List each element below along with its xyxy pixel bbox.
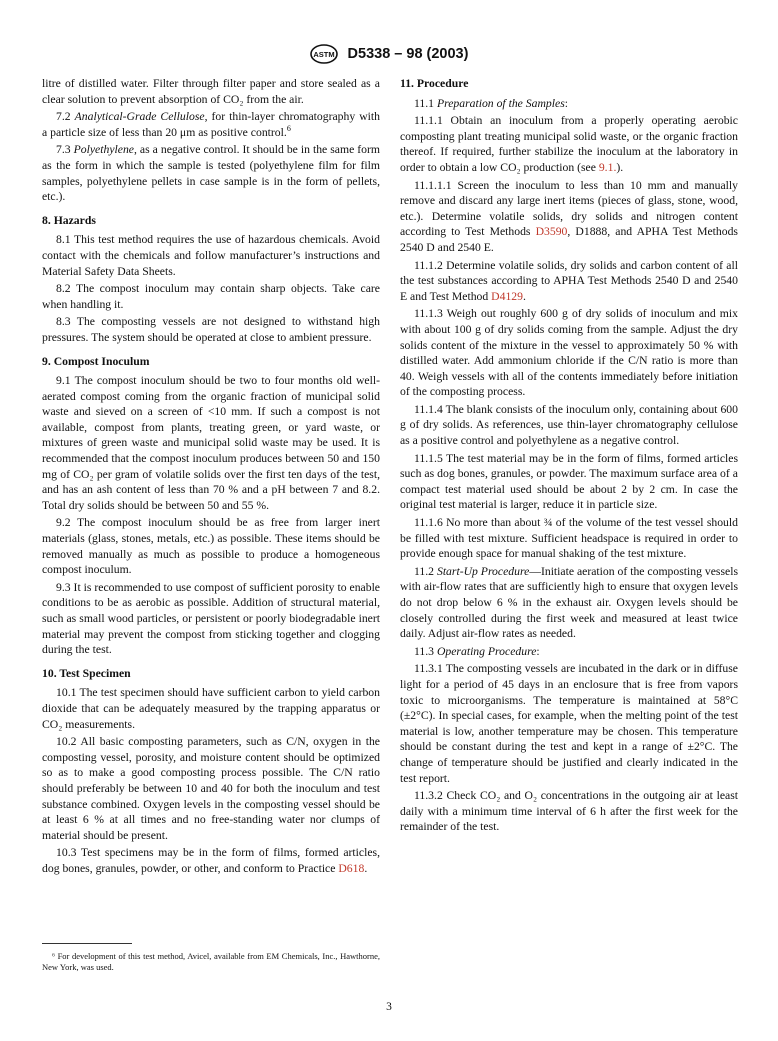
link-d3590[interactable]: D3590 [535, 225, 568, 239]
right-column [400, 76, 738, 837]
paragraph-9-3: 9.3 It is recommended to use compost of sufficient porosity to enable conditions to be as aerobic as possible. Addition of structural material, such as small wood particles, or persistent or poorly biodegradable inert material may prevent the compost from sticking together and clogging during the test. [42, 580, 380, 657]
paragraph-11-3-1: 11.3.1 The composting vessels are incubated in the dark or in diffuse light for a period of 45 days in an enclosure that is free from vapors toxic to microorganisms. The temperature is maintained at 58°C (±2°C). In special cases, for example, when the melting point of the test material is low, another temperature may be chosen. This temperature should be constant during the test and kept in a range of ±2°C. The change of temperature should be justified and clearly indicated in the test report. [400, 662, 738, 785]
footnote-divider [42, 943, 132, 944]
section-heading-procedure: 11. Procedure [400, 77, 469, 90]
paragraph-11-2: 11.2 Start-Up Procedure—Initiate aeration of the composting vessels with air-flow rates that are sufficiently high to ensure that oxygen levels do not drop below 6 % in the exhaust air. Oxygen levels should be closely controlled during the first week and measured at least twice daily. Adjust air-flow rates as needed. [400, 564, 738, 641]
section-heading-test-specimen: 10. Test Specimen [42, 666, 131, 680]
paragraph-8-3: 8.3 The composting vessels are not designed to withstand high pressures. The system should be operated at close to ambient pressure. [42, 315, 380, 344]
svg-text:ASTM: ASTM [312, 50, 335, 59]
paragraph-7-3: 7.3 Polyethylene, as a negative control. It should be in the same form as the form in which the sample is tested (polyethylene film for film samples, polyethylene pellets in case sample is in the form of pellets, etc.). [42, 143, 381, 204]
paragraph-11-1-5: 11.1.5 The test material may be in the form of films, formed articles such as dog bones, granules, or powder. The maximum surface area of a compact test material used should be about 2 by 2 cm. In case the original test material is larger, reduce it in particle size. [400, 451, 738, 512]
footnote-6: ⁶ For development of this test method, Avicel, available from EM Chemicals, Inc., Hawthorne, New York, was used. [42, 951, 380, 972]
paragraph-continued: litre of distilled water. Filter through filter paper and store sealed as a clear solution to prevent absorption of CO₂ from the air. [42, 77, 380, 106]
paragraph-11-1-3: 11.1.3 Weigh out roughly 600 g of dry solids of inoculum and mix with about 100 g of dry solids coming from the sample. Adjust the dry solids content of the mixture in the vessel to approximately 50 % with distilled water. Add ammonium chloride if the C/N ratio is more than 40. Weigh vessels with all of the contents immediately before initiation of the composting process. [400, 307, 738, 399]
paragraph-7-2: 7.2 Analytical-Grade Cellulose, for thin-layer chromatography with a particle size of less than 20 μm as positive control.$^6$ [42, 110, 380, 139]
link-d4129[interactable]: D4129 [491, 289, 523, 303]
paragraph-9-2: 9.2 The compost inoculum should be as free from larger inert materials (glass, stones, metals, etc.) as possible. These items should be removed manually as much as possible to produce a homogeneous compost inoculum. [42, 516, 380, 577]
paragraph-9-1: 9.1 The compost inoculum should be two to four months old well-aerated compost coming from the organic fraction of municipal solid waste and sieved on a screen of <10 mm. If such a compost is not available, compost from plants, treating green, or yard waste, or mixtures of green waste and municipal solid waste may be used. It is recommended that the compost inoculum produces between 50 and 150 mg of CO₂ per gram of volatile solids over the first ten days of the test, and has an ash content of less than 70 % and a pH between 7 and 8.2. Total dry solids should be between 50 and 55 %. [42, 374, 380, 512]
paragraph-11-1-4: 11.1.4 The blank consists of the inoculum only, containing about 600 g of dry solids. As references, use thin-layer chromatography cellulose as a positive control and polyethylene as a negative control. [400, 402, 738, 448]
paragraph-10-2: 10.2 All basic composting parameters, such as C/N, oxygen in the composting vessel, porosity, and moisture content should be optimized so as to make a good composting process possible. The C/N ratio should preferably be between 10 and 40 for both the inoculum and test substance combined. Oxygen levels in the composting vessel should be at least 6 % at all times and no free-standing water nor clumps of material should be present. [42, 735, 380, 842]
paragraph-8-2: 8.2 The compost inoculum may contain sharp objects. Take care when handling it. [42, 282, 380, 311]
paragraph-10-1: 10.1 The test specimen should have sufficient carbon to yield carbon dioxide that can be adequately measured by the trapping apparatus or CO₂ measurements. [42, 686, 380, 731]
paragraph-11-1-2: 11.1.2 Determine volatile solids, dry solids and carbon content of all the test substances according to APHA Test Methods 2540 D and 2540 E and Test Method D4129. [400, 258, 738, 303]
paragraph-11-3: 11.3 Operating Procedure: [414, 644, 540, 658]
paragraph-11-1-1-1: 11.1.1.1 Screen the inoculum to less than 10 mm and manually remove and discard any large inert items (pieces of glass, stone, wood, etc.). Determine volatile solids, dry solids and nitrogen content according to Test Methods D3590, D1888, and APHA Test Methods 2540 D and 2540 E. [400, 178, 738, 254]
standard-designation: D5338 – 98 (2003) [347, 46, 469, 62]
paragraph-11-3-2: 11.3.2 Check CO₂ and O₂ concentrations in the outgoing air at least daily with a minimum time interval of 6 h after the first week for the remainder of the test. [400, 789, 738, 834]
paragraph-11-1-6: 11.1.6 No more than about ¾ of the volume of the test vessel should be filled with test mixture. Sufficient headspace is required in order to provide enough space for manual shaking of the test mixture. [400, 516, 738, 561]
astm-logo-icon [310, 44, 338, 64]
paragraph-8-1: 8.1 This test method requires the use of hazardous chemicals. Avoid contact with the chemicals and follow manufacturer’s instructions and Material Safety Data Sheets. [42, 233, 380, 278]
paragraph-11-1: 11.1 Preparation of the Samples: [414, 96, 568, 110]
page-header [0, 44, 778, 64]
footnote-ref: 6 [286, 123, 291, 133]
link-9-1[interactable]: 9.1. [598, 160, 617, 174]
page-number: 3 [386, 1001, 392, 1013]
section-heading-compost-inoculum: 9. Compost Inoculum [42, 354, 150, 368]
paragraph-11-1-1: 11.1.1 Obtain an inoculum from a properly operating aerobic composting plant treating municipal solid waste, or the organic fraction thereof. If required, further stabilize the inoculum at the laboratory in order to obtain a low CO₂ production (see 9.1.). [400, 114, 738, 174]
link-d618[interactable]: D618 [338, 861, 365, 875]
section-heading-hazards: 8. Hazards [42, 213, 96, 227]
paragraph-10-3: 10.3 Test specimens may be in the form of films, formed articles, dog bones, granules, powder, or other, and conform to Practice D618. [42, 846, 380, 875]
left-column [42, 76, 380, 879]
